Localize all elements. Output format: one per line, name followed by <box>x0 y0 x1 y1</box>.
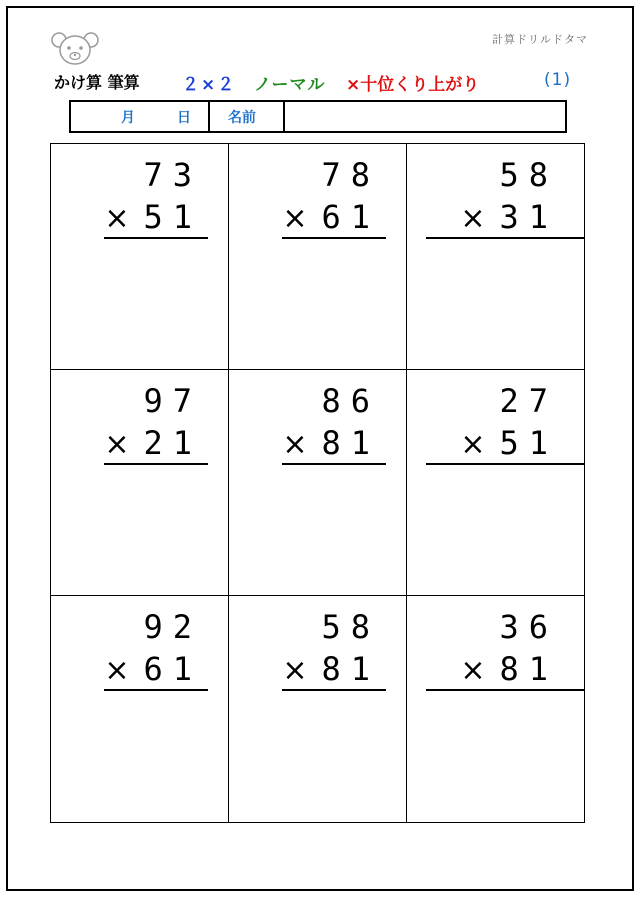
multiplier: 81 <box>321 650 380 688</box>
answer-line <box>426 463 584 465</box>
multiplier: 51 <box>499 424 558 462</box>
multiplier: 81 <box>321 424 380 462</box>
multiplier-row <box>282 650 380 690</box>
multiplier-row <box>460 198 558 238</box>
problem-cell <box>51 370 229 596</box>
multiplier-row <box>460 650 558 690</box>
answer-line <box>104 463 208 465</box>
multiplier: 61 <box>143 650 202 688</box>
multiplier: 21 <box>143 424 202 462</box>
multiplier-row <box>282 198 380 238</box>
problem-cell <box>407 144 584 370</box>
worksheet-title <box>54 70 594 94</box>
multiplicand: 36 <box>499 608 558 646</box>
times-sign: × <box>104 653 140 688</box>
times-sign: × <box>282 653 318 688</box>
times-sign: × <box>104 201 140 236</box>
problem-cell <box>407 596 584 822</box>
problem-cell <box>407 370 584 596</box>
month-label: 月 <box>121 110 135 126</box>
title-level: ノーマル <box>254 75 326 95</box>
name-label: 名前 <box>228 110 256 126</box>
multiplicand: 92 <box>143 608 202 646</box>
problem-cell <box>229 144 407 370</box>
title-kind: かけ算 筆算 <box>54 73 140 92</box>
times-sign: × <box>282 201 318 236</box>
times-sign: × <box>460 653 496 688</box>
sheet-number: (1) <box>544 70 572 90</box>
brand-label: 計算ドリルドタマ <box>492 33 588 46</box>
times-sign: × <box>460 427 496 462</box>
multiplicand: 78 <box>321 156 380 194</box>
times-sign: × <box>104 427 140 462</box>
divider <box>283 102 285 131</box>
divider <box>208 102 210 131</box>
answer-line <box>104 689 208 691</box>
answer-line <box>282 237 386 239</box>
multiplier-row <box>104 650 202 690</box>
title-topic: ×十位くり上がり <box>346 75 480 95</box>
multiplicand: 86 <box>321 382 380 420</box>
multiplier-row <box>104 198 202 238</box>
title-digits: ２×２ <box>182 75 237 95</box>
multiplier-row <box>104 424 202 464</box>
day-label: 日 <box>177 110 191 126</box>
answer-line <box>282 689 386 691</box>
multiplier: 81 <box>499 650 558 688</box>
multiplicand: 97 <box>143 382 202 420</box>
answer-line <box>104 237 208 239</box>
bear-logo-icon <box>50 30 100 66</box>
times-sign: × <box>460 201 496 236</box>
times-sign: × <box>282 427 318 462</box>
answer-line <box>426 689 584 691</box>
name-date-bar <box>69 100 567 133</box>
problem-cell <box>229 370 407 596</box>
problem-cell <box>229 596 407 822</box>
multiplier-row <box>282 424 380 464</box>
multiplier: 61 <box>321 198 380 236</box>
problem-grid <box>50 143 585 823</box>
answer-line <box>426 237 584 239</box>
multiplicand: 27 <box>499 382 558 420</box>
multiplicand: 58 <box>499 156 558 194</box>
problem-cell <box>51 144 229 370</box>
multiplicand: 73 <box>143 156 202 194</box>
multiplier: 31 <box>499 198 558 236</box>
problem-cell <box>51 596 229 822</box>
multiplier-row <box>460 424 558 464</box>
answer-line <box>282 463 386 465</box>
multiplier: 51 <box>143 198 202 236</box>
multiplicand: 58 <box>321 608 380 646</box>
